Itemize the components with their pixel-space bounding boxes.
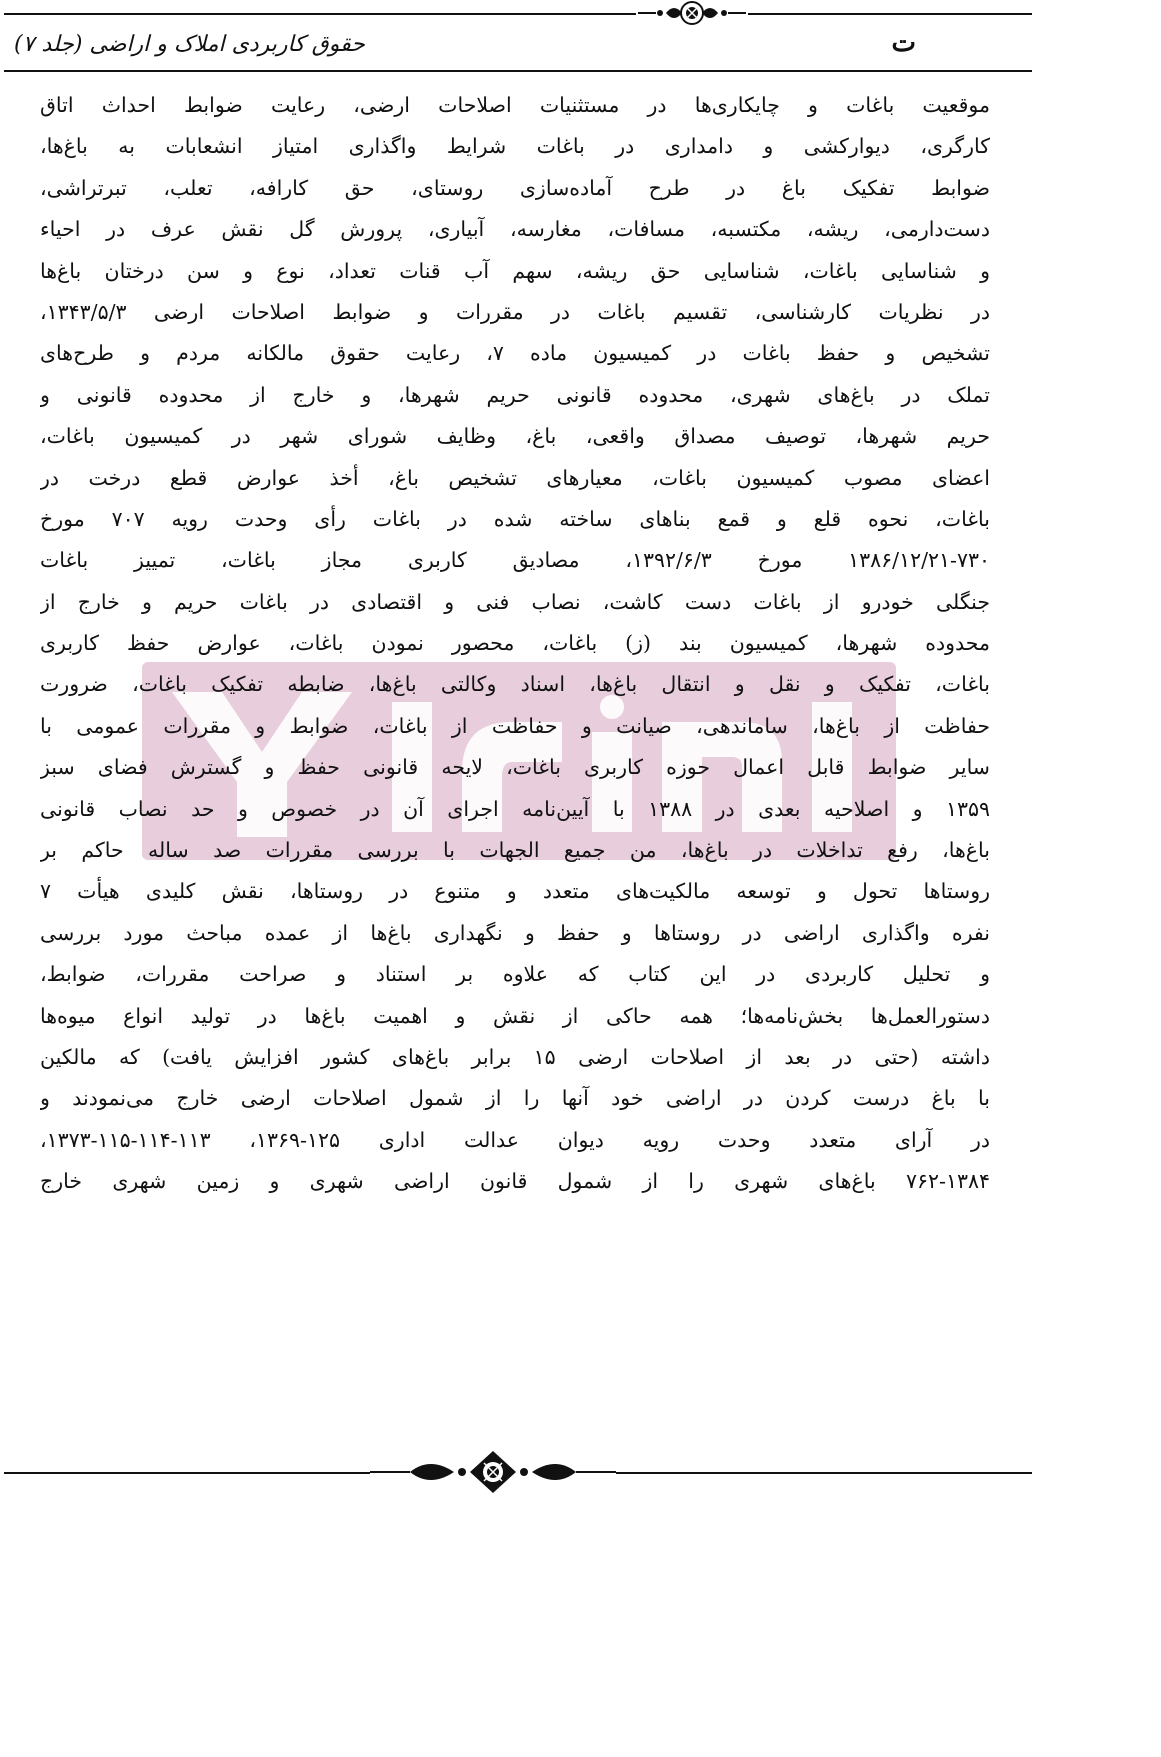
text-line: موقعیت باغات و چایکاری‌ها در مستثنیات اصلاحات ارضی، رعایت ضوابط احداث اتاق <box>40 93 990 117</box>
text-line: تشخیص و حفظ باغات در کمیسیون ماده ۷، رعایت حقوق مالکانه مردم و طرح‌های <box>40 341 990 366</box>
header-rule-left <box>4 13 636 15</box>
footer-rule-left <box>4 1472 370 1474</box>
text-line: در آرای متعدد وحدت رویه دیوان عدالت اداری ۱۲۵-۱۳۶۹، ۱۱۳-۱۱۴-۱۱۵-۱۳۷۳، <box>40 1127 990 1152</box>
text-line: ۱۳۵۹ و اصلاحیه بعدی در ۱۳۸۸ با آیین‌نامه اجرای آن در خصوص و حد نصاب قانونی <box>40 796 990 821</box>
header-ornament-icon <box>636 0 748 26</box>
text-line: محدوده شهرها، کمیسیون بند (ز) باغات، محصور نمودن باغات، عوارض حفظ کاربری <box>40 631 990 656</box>
text-line: و تحلیل کاربردی در این کتاب که علاوه بر استناد و صراحت مقررات، ضوابط، <box>40 962 990 987</box>
text-line: دست‌دارمی، ریشه، مکتسبه، مسافات، مغارسه، آبیاری، پرورش گل نقش عرف در احیاء <box>40 217 990 242</box>
text-line: تملک در باغ‌های شهری، محدوده قانونی حریم شهرها، و خارج از محدوده قانونی و <box>40 382 990 407</box>
header-divider <box>4 70 1032 72</box>
footer-rule-right <box>616 1472 1032 1474</box>
text-line: جنگلی خودرو از باغات دست کاشت، نصاب فنی و اقتصادی در باغات حریم و خارج از <box>40 589 990 614</box>
text-line: داشته (حتی در بعد از اصلاحات ارضی ۱۵ برابر باغ‌های کشور افزایش یافت) که مالکین <box>40 1044 990 1069</box>
header-rule-right <box>748 13 1032 15</box>
text-line: باغ‌ها، رفع تداخلات در باغ‌ها، من جمیع الجهات با بررسی مقررات صد ساله حاکم بر <box>40 838 990 863</box>
footer-ornament-icon <box>370 1450 616 1496</box>
text-line: ۱۳۸۶/۱۲/۲۱-۷۳۰ مورخ ۱۳۹۲/۶/۳، مصادیق کاربری مجاز باغات، تمییز باغات <box>40 548 990 573</box>
text-line: دستورالعمل‌ها بخش‌نامه‌ها؛ همه حاکی از نقش و اهمیت باغ‌ها در تولید انواع میوه‌ها <box>40 1003 990 1028</box>
book-title: حقوق کاربردی املاک و اراضی (جلد ۷) <box>14 32 365 57</box>
text-line: ۷۶۲-۱۳۸۴ باغ‌های شهری را از شمول قانون اراضی شهری و زمین شهری خارج <box>40 1169 990 1194</box>
text-line: باغات، تفکیک و نقل و انتقال باغ‌ها، اسناد وکالتی باغ‌ها، ضابطه تفکیک باغات، ضرورت <box>40 672 990 697</box>
text-line: اعضای مصوب کمیسیون باغات، معیارهای تشخیص باغ، أخذ عوارض قطع درخت در <box>40 465 990 490</box>
text-line: در نظریات کارشناسی، تقسیم باغات در مقررات و ضوابط اصلاحات ارضی ۱۳۴۳/۵/۳، <box>40 299 990 324</box>
text-line: حفاظت از باغ‌ها، ساماندهی، صیانت و حفاظت از باغات، ضوابط و مقررات عمومی با <box>40 713 990 738</box>
page-header <box>0 0 1036 70</box>
text-line: نفره واگذاری اراضی در روستاها و حفظ و نگهداری باغ‌ها از عمده مباحث مورد بررسی <box>40 920 990 945</box>
text-line: کارگری، دیوارکشی و دامداری در باغات شرایط واگذاری امتیاز انشعابات به باغ‌ها، <box>40 134 990 159</box>
text-line: با باغ درست کردن در اراضی خود آنها را از شمول اصلاحات ارضی خارج می‌نمودند و <box>40 1086 990 1111</box>
text-line: روستاها تحول و توسعه مالکیت‌های متعدد و متنوع در روستاها، نقش کلیدی هیأت ۷ <box>40 879 990 904</box>
text-line: باغات، نحوه قلع و قمع بناهای ساخته شده در باغات رأی وحدت رویه ۷۰۷ مورخ <box>40 506 990 531</box>
text-line: و شناسایی باغات، شناسایی حق ریشه، سهم آب قنات تعداد، نوع و سن درختان باغ‌ها <box>40 258 990 283</box>
text-line: سایر ضوابط قابل اعمال حوزه کاربری باغات، لایحه قانونی حفظ و گسترش فضای سبز <box>40 755 990 780</box>
text-line: ضوابط تفکیک باغ در طرح آماده‌سازی روستای، حق کارافه، تعلب، تبرتراشی، <box>40 175 990 200</box>
page-number: ت <box>891 28 916 58</box>
text-line: حریم شهرها، توصیف مصداق واقعی، باغ، وظایف شورای شهر در کمیسیون باغات، <box>40 424 990 449</box>
body-text <box>40 85 990 1407</box>
page-footer <box>0 1440 1036 1500</box>
